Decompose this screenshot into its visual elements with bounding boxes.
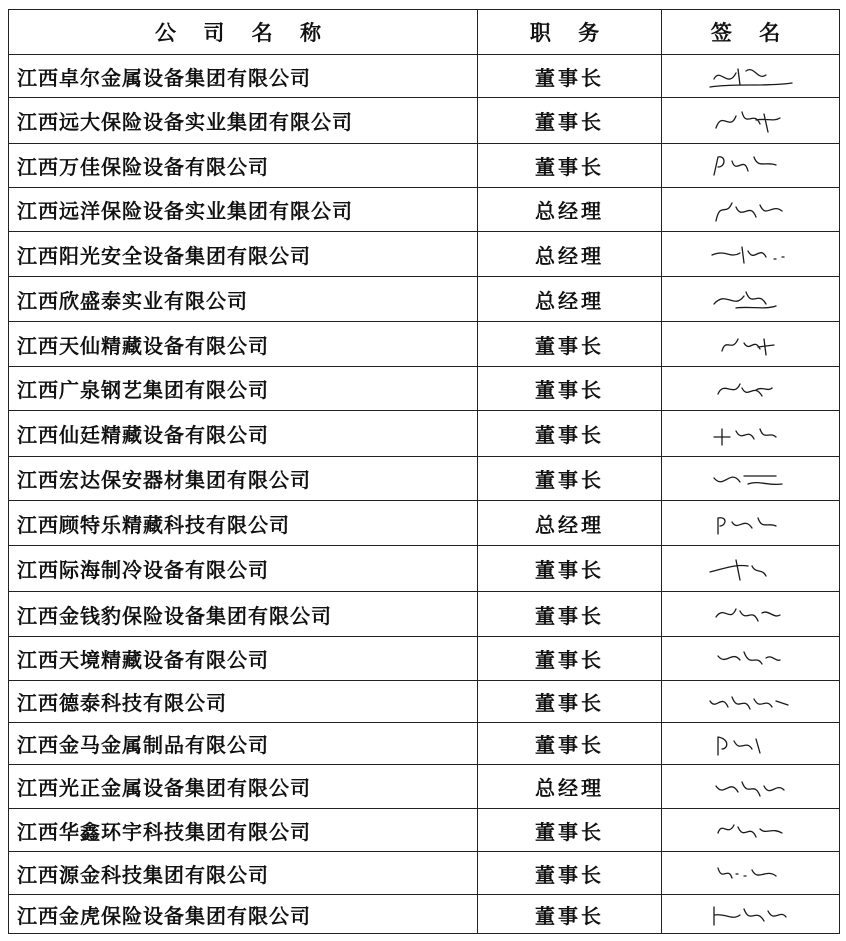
table-row [9, 592, 840, 637]
signature-cell [662, 592, 840, 637]
table-row [9, 411, 840, 457]
handwritten-signature [696, 57, 806, 95]
position-title: 总经理 [478, 188, 662, 232]
table-row [9, 637, 840, 681]
company-name: 江西金马金属制品有限公司 [9, 723, 478, 765]
signature-cell [662, 809, 840, 852]
position-title: 董事长 [478, 98, 662, 144]
signature-cell [662, 723, 840, 765]
handwritten-signature [696, 325, 806, 363]
handwritten-signature [696, 460, 806, 498]
company-name: 江西仙廷精藏设备有限公司 [9, 411, 478, 457]
position-title: 董事长 [478, 852, 662, 895]
header-row [9, 10, 840, 55]
table-row [9, 144, 840, 188]
signature-cell [662, 895, 840, 934]
header-company: 公 司 名 称 [9, 10, 478, 55]
signature-cell [662, 457, 840, 501]
handwritten-signature [696, 504, 806, 542]
signature-cell [662, 232, 840, 277]
table-row [9, 277, 840, 322]
table-row [9, 546, 840, 592]
company-name: 江西华鑫环宇科技集团有限公司 [9, 809, 478, 852]
company-name: 江西德泰科技有限公司 [9, 681, 478, 723]
position-title: 董事长 [478, 809, 662, 852]
signature-cell [662, 188, 840, 232]
position-title: 董事长 [478, 681, 662, 723]
position-title: 总经理 [478, 765, 662, 809]
signature-cell [662, 852, 840, 895]
handwritten-signature [696, 725, 806, 763]
signature-cell [662, 765, 840, 809]
position-title: 总经理 [478, 501, 662, 546]
table-row [9, 809, 840, 852]
company-name: 江西远洋保险设备实业集团有限公司 [9, 188, 478, 232]
handwritten-signature [696, 683, 806, 721]
signature-cell [662, 546, 840, 592]
handwritten-signature [696, 370, 806, 408]
company-name: 江西源金科技集团有限公司 [9, 852, 478, 895]
table-row [9, 55, 840, 98]
handwritten-signature [696, 102, 806, 140]
signature-cell [662, 277, 840, 322]
position-title: 董事长 [478, 723, 662, 765]
position-title: 董事长 [478, 546, 662, 592]
company-name: 江西际海制冷设备有限公司 [9, 546, 478, 592]
company-name: 江西远大保险设备实业集团有限公司 [9, 98, 478, 144]
company-name: 江西卓尔金属设备集团有限公司 [9, 55, 478, 98]
table-row [9, 681, 840, 723]
handwritten-signature [696, 147, 806, 185]
handwritten-signature [696, 191, 806, 229]
table-row [9, 322, 840, 367]
company-name: 江西天仙精藏设备有限公司 [9, 322, 478, 367]
company-name: 江西金虎保险设备集团有限公司 [9, 895, 478, 934]
table-row [9, 895, 840, 934]
position-title: 董事长 [478, 411, 662, 457]
position-title: 董事长 [478, 457, 662, 501]
handwritten-signature [696, 895, 806, 933]
signature-cell [662, 367, 840, 411]
position-title: 董事长 [478, 895, 662, 934]
signature-cell [662, 55, 840, 98]
company-name: 江西顾特乐精藏科技有限公司 [9, 501, 478, 546]
signature-cell [662, 681, 840, 723]
handwritten-signature [696, 854, 806, 892]
handwritten-signature [696, 235, 806, 273]
position-title: 董事长 [478, 55, 662, 98]
signature-cell [662, 98, 840, 144]
handwritten-signature [696, 280, 806, 318]
handwritten-signature [696, 415, 806, 453]
signature-table [8, 9, 840, 934]
table-row [9, 765, 840, 809]
table-row [9, 501, 840, 546]
signature-cell [662, 144, 840, 188]
position-title: 董事长 [478, 367, 662, 411]
handwritten-signature [696, 550, 806, 588]
company-name: 江西广泉钢艺集团有限公司 [9, 367, 478, 411]
position-title: 总经理 [478, 232, 662, 277]
handwritten-signature [696, 811, 806, 849]
header-position: 职 务 [478, 10, 662, 55]
company-name: 江西欣盛泰实业有限公司 [9, 277, 478, 322]
signature-cell [662, 637, 840, 681]
table-row [9, 723, 840, 765]
handwritten-signature [696, 640, 806, 678]
handwritten-signature [696, 595, 806, 633]
position-title: 董事长 [478, 637, 662, 681]
company-name: 江西阳光安全设备集团有限公司 [9, 232, 478, 277]
header-signature: 签 名 [662, 10, 840, 55]
company-name: 江西天境精藏设备有限公司 [9, 637, 478, 681]
signature-cell [662, 411, 840, 457]
position-title: 董事长 [478, 592, 662, 637]
position-title: 董事长 [478, 144, 662, 188]
company-name: 江西宏达保安器材集团有限公司 [9, 457, 478, 501]
company-name: 江西光正金属设备集团有限公司 [9, 765, 478, 809]
position-title: 总经理 [478, 277, 662, 322]
table-row [9, 367, 840, 411]
table-row [9, 232, 840, 277]
table-row [9, 188, 840, 232]
table-row [9, 852, 840, 895]
signature-cell [662, 322, 840, 367]
handwritten-signature [696, 768, 806, 806]
company-name: 江西金钱豹保险设备集团有限公司 [9, 592, 478, 637]
table-row [9, 457, 840, 501]
table-row [9, 98, 840, 144]
company-name: 江西万佳保险设备有限公司 [9, 144, 478, 188]
signature-cell [662, 501, 840, 546]
position-title: 董事长 [478, 322, 662, 367]
